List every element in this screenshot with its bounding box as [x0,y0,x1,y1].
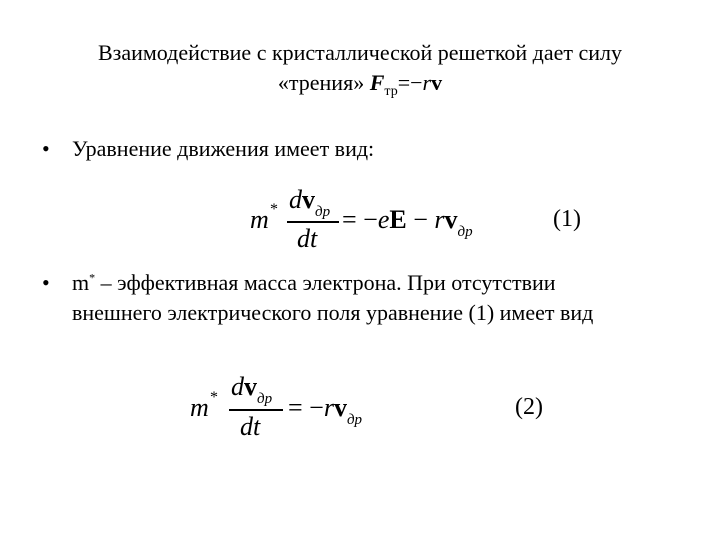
bullet-marker: • [42,270,50,295]
eq1-rhs-v: v [444,205,458,234]
eq2-rhs-sub: др [346,412,363,428]
eq1-denominator: dt [297,224,318,253]
eq1-number: (1) [553,206,581,232]
mass-star: * [89,270,96,285]
eq2-rhs-eq: = − [288,393,324,422]
eq2-denominator: dt [240,412,261,441]
eq2-star: * [210,389,218,406]
r-symbol: r [422,70,432,95]
eq1-mass: m [250,205,269,234]
eq1-rhs [342,205,473,240]
force-equals: =− [397,70,423,95]
title-line-1: Взаимодействие с кристаллической решеткой дает силу [97,40,623,65]
eq1-numerator [289,185,331,220]
eq1-num-sub: др [315,204,331,220]
eq2-fraction-bar [229,409,283,411]
mass-symbol: m [72,270,90,295]
eq2-num-d: d [231,372,244,401]
bullet-text: Уравнение движения имеет вид: [72,136,375,161]
v-symbol: v [431,70,443,95]
eq1-num-v: v [302,185,315,214]
eq1-rhs-r: r [434,205,445,234]
slide-title [40,38,680,102]
eq2-rhs-v: v [333,393,347,422]
bullet-marker: • [42,136,50,161]
eq1-rhs-e: e [377,205,390,234]
eq2-rhs-r: r [323,393,334,422]
bullet-text-line-2: внешнего электрического поля уравнение (1) имеет вид [72,300,594,325]
eq2-number: (2) [515,394,543,420]
bullet-text-line-1 [72,268,556,298]
title-line-2-prefix: «трения» [277,70,370,95]
eq1-fraction-bar [287,221,339,223]
eq1-rhs-minus: − [406,205,435,234]
eq1-rhs-E: E [389,205,407,234]
force-subscript: тр [384,84,398,99]
eq2-num-v: v [244,372,257,401]
eq2-mass: m [190,393,209,422]
eq2-num-sub: др [257,391,273,407]
eq1-rhs-sub: др [457,224,473,240]
force-symbol: F [369,70,385,95]
eq2-numerator [231,372,273,407]
eq2-rhs [288,393,363,428]
title-line-2 [40,68,680,102]
eq1-star: * [270,201,278,218]
eq1-num-d: d [289,185,302,214]
bullet-2-text-1: – эффективная масса электрона. При отсутствии [95,270,556,295]
eq1-rhs-eq: = − [342,205,378,234]
